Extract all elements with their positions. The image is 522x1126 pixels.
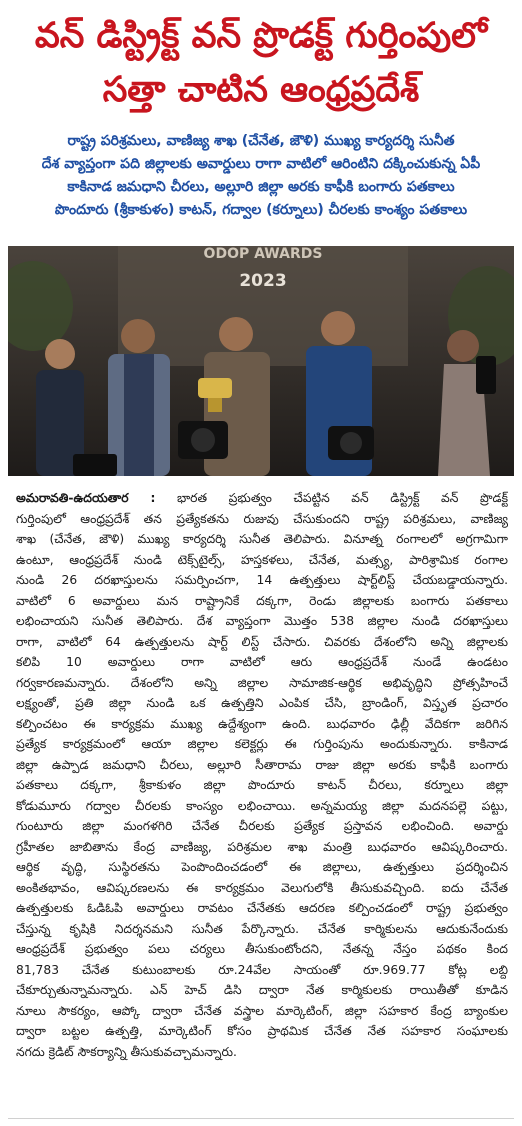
- camera-icon: [178, 421, 228, 459]
- article-line: గుంటూరు జిల్లా మంగళగిరి చేనేత చీరలకు ప్రత్యేక ప్రస్తావన లభించింది. అవార్డు: [16, 819, 508, 833]
- article-line: ప్రత్యేక కార్యక్రమంలో ఆయా జిల్లాల కలెక్టర్లు ఈ గుర్తింపును అందుకున్నారు. కాకినాడ: [16, 737, 508, 751]
- headline-line-1: వన్ డిస్ట్రిక్ట్ వన్ ప్రొడక్ట్ గుర్తింపులో: [34, 16, 488, 56]
- article-line: గ్రహీతల జాబితాను కేంద్ర వాణిజ్య, పరిశ్రమల శాఖ మంత్రి బుధవారం ఆవిష్కరించారు.: [16, 839, 508, 854]
- article-line: 81,783 చేనేత కుటుంబాలకు రూ.24వేల సాయంతో రూ.969.77 కోట్ల లబ్ది: [16, 962, 508, 977]
- article-line: గుర్తింపులో ఆంధ్రప్రదేశ్ తన ప్రత్యేకతను రుజువు చేసుకుందని రాష్ట్ర పరిశ్రమలు, వాణిజ్య: [16, 511, 508, 526]
- article-line: నుండి 26 దరఖాస్తులను సమర్పించగా, 14 ఉత్పత్తులు షార్ట్‌లిస్ట్ చేయబడ్డాయన్నారు.: [16, 573, 508, 587]
- article-line: చేకూర్చుతున్నామన్నారు. ఎన్ హెచ్ డిసి ద్వారా నేత కార్మికులకు రాయితీతో కూడిన: [16, 983, 508, 997]
- article-line: నగదు క్రెడిట్ సౌకర్యాన్ని తీసుకువచ్చామన్నారు.: [16, 1044, 237, 1059]
- headline-line-2: సత్తా చాటిన ఆంధ్రప్రదేశ్: [102, 70, 420, 110]
- award-ceremony-photo: [8, 246, 514, 476]
- dateline: అమరావతి-ఉదయతార :: [16, 491, 156, 505]
- article-line: వాటిలో 6 అవార్డులు మన రాష్ట్రానికే దక్కగా, రెండు జిల్లాలకు బంగారు పతకాలు: [16, 593, 508, 608]
- article-body: [16, 488, 508, 1062]
- article-line: ఉంటూ, ఆంధ్రప్రదేశ్ నుండి టెక్స్‌టైల్స్, హస్తకళలు, చేనేత, మత్స్య, పారిశ్రామిక రంగాల: [16, 552, 508, 567]
- bottom-divider: [8, 1118, 514, 1119]
- phone-icon: [476, 356, 496, 394]
- article-line: రాగా, వాటిలో 64 ఉత్పత్తులను షార్ట్ లిస్ట్ చేసారు. చివరకు దేశంలోని అన్ని జిల్లాలకు: [16, 634, 508, 649]
- article-line: నూలు సౌకర్యం, ఆప్కో ద్వారా చేనేత వస్త్రాల మార్కెటింగ్, జిల్లా సహకార కేంద్ర బ్యాంకుల: [16, 1003, 508, 1018]
- article-line: లభించాయని సునీత తెలిపారు. దేశ వ్యాప్తంగా మొత్తం 538 జిల్లాల నుండి దరఖాస్తులు: [16, 614, 508, 628]
- article-line: ఆర్థిక వృద్ధి, సుస్థిరతను పెంపొందించడంలో ఈ జిల్లాలు, ఉత్పత్తులు ప్రదర్శించిన: [16, 860, 508, 874]
- article-line: పతకాలు దక్కగా, శ్రీకాకుళం జిల్లా పొందూరు కాటన్ చీరలు, కర్నూలు జిల్లా: [16, 778, 508, 792]
- article-line: ద్వారా బట్టల ఉత్పత్తి, మార్కెటింగ్ కోసం ప్రాథమిక చేనేత నేత సహకార సంఘాలకు: [16, 1024, 508, 1038]
- article-line: జిల్లా ఉప్పాడ జమధాని చీరలు, అల్లూరి సీతారామ రాజు జిల్లా అరకు కాఫీకి బంగారు: [16, 757, 508, 772]
- camera-icon: [328, 426, 374, 460]
- sub-headline: రాష్ట్ర పరిశ్రమలు, వాణిజ్య శాఖ (చేనేత, జౌళి) ముఖ్య కార్యదర్శి సునీత: [67, 133, 455, 149]
- sub-headlines: [0, 130, 522, 222]
- sub-headline: పొందూరు (శ్రీకాకుళం) కాటన్, గద్వాల (కర్నూలు) చీరలకు కాంశ్యం పతకాలు: [54, 202, 468, 218]
- article-line: చేస్తున్న కృషికి నిదర్శనమని సునీత పేర్కొన్నారు. చేనేత కార్మికులను ఆదుకునేందుకు: [16, 921, 508, 936]
- sub-headline: దేశ వ్యాప్తంగా పది జిల్లాలకు అవార్డులు రాగా వాటిలో ఆరింటిని దక్కించుకున్న ఏపీ: [41, 156, 481, 172]
- article-line: గర్వకారణమన్నారు. దేశంలోని అన్ని జిల్లాల సామాజిక-ఆర్థిక అభివృద్ధిని ప్రోత్సహించే: [16, 675, 508, 690]
- article-line: లక్ష్యంతో, ప్రతి జిల్లా నుండి ఒక ఉత్పత్తిని ఎంపిక చేసి, బ్రాండింగ్, విస్తృత ప్రచారం: [16, 696, 508, 710]
- article-line: కోడుమూరు గద్వాల చీరలకు కాంస్యం లభించాయి. అన్నమయ్య జిల్లా మదనపల్లె పట్టు,: [16, 798, 508, 813]
- article-line: కలిపి 10 అవార్డులు రాగా వాటిలో ఆరు ఆంధ్రప్రదేశ్ నుండే ఉండటం: [16, 655, 508, 669]
- article-line: ఆంధ్రప్రదేశ్ ప్రభుత్వం పలు చర్యలు తీసుకుంటోందని, నేతన్న నేస్తం పథకం కింద: [16, 942, 508, 956]
- backdrop-title: ODOP AWARDS: [203, 246, 323, 262]
- article-line: అంకితభావం, ఆవిష్కరణలను ఈ కార్యక్రమం వెలుగులోకి తీసుకువచ్చింది. ఐదు చేనేత: [16, 880, 508, 895]
- backdrop-year: 2023: [239, 271, 287, 291]
- award-ceremony-illustration: [8, 246, 514, 476]
- article-line: శాఖ (చేనేత, జౌళి) ముఖ్య కార్యదర్శి సునీత తెలిపారు. వినూత్న రంగాలలో అగ్రగామిగా: [16, 532, 508, 546]
- phone-icon: [73, 454, 117, 476]
- article-line: కల్పించటం ఈ కార్యక్రమ ముఖ్య ఉద్దేశ్యంగా ఉంది. బుధవారం ఢిల్లీ వేదికగా జరిగిన: [16, 716, 508, 731]
- article-line: అమరావతి-ఉదయతార : భారత ప్రభుత్వం చేపట్టిన వన్ డిస్ట్రిక్ట్ వన్ ప్రొడక్ట్: [16, 491, 508, 505]
- article-line: ఉత్పత్తులకు ఓడిఓపి అవార్డులు రావటం చేనేతకు ఆదరణ కల్పించడంలో రాష్ట్ర ప్రభుత్వం: [16, 901, 508, 915]
- sub-headline: కాకినాడ జమధాని చీరలు, అల్లూరి జిల్లా అరకు కాఫీకి బంగారు పతకాలు: [67, 179, 455, 195]
